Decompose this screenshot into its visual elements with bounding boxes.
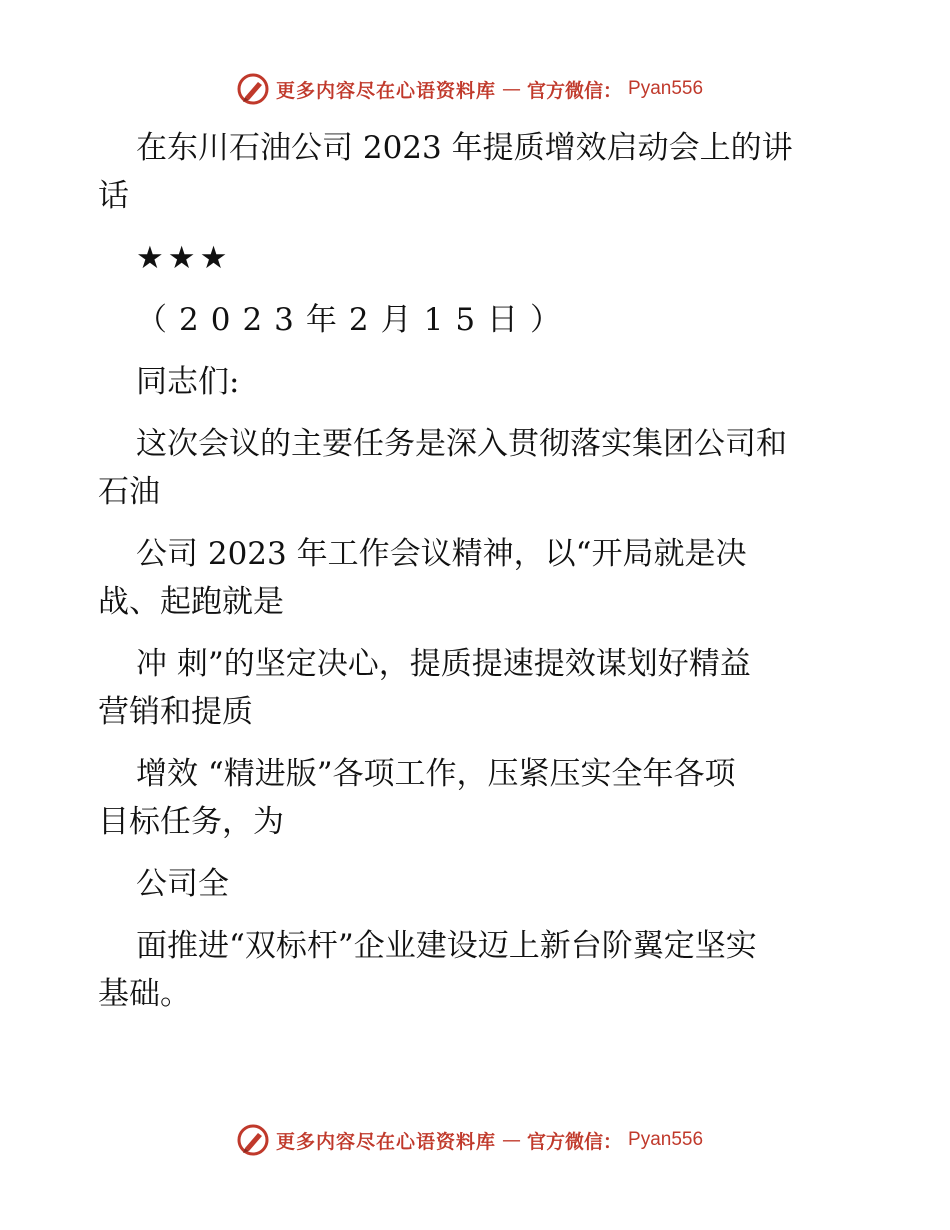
footer-banner (236, 1123, 703, 1157)
title-line-1: 在东川石油公司 2023 年提质增效启动会上的讲 (136, 130, 793, 166)
paragraph-line: 战、起跑就是 (98, 584, 284, 620)
banner-text: 更多内容尽在心语资料库 (276, 79, 497, 102)
paragraph-line: 石油 (98, 474, 160, 510)
paragraph-line: 冲 刺”的坚定决心，提质提速提效谋划好精益 (136, 646, 751, 682)
paragraph-line: 营销和提质 (98, 694, 253, 730)
paragraph-line: 公司全 (136, 866, 229, 902)
paragraph-line: 目标任务，为 (98, 804, 284, 840)
banner-dash: — (502, 1129, 522, 1151)
title-line-2: 话 (98, 178, 129, 214)
wechat-label: 官方微信： (527, 1130, 623, 1153)
banner-dash: — (502, 78, 522, 100)
pen-logo-icon (236, 72, 270, 106)
paragraph-line: 基础。 (98, 976, 191, 1012)
wechat-id: Pyan556 (628, 1129, 704, 1150)
header-banner (236, 72, 703, 106)
paragraph-line: 这次会议的主要任务是深入贯彻落实集团公司和 (136, 426, 787, 462)
banner-text: 更多内容尽在心语资料库 (276, 1130, 497, 1153)
wechat-id: Pyan556 (628, 78, 704, 99)
paragraph-line: 公司 2023 年工作会议精神，以“开局就是决 (136, 536, 747, 572)
stars-decoration: ★★★ (136, 240, 232, 276)
paragraph-line: 面推进“双标杆”企业建设迈上新台阶翼定坚实 (136, 928, 757, 964)
document-body (98, 124, 858, 1018)
greeting: 同志们: (136, 364, 240, 400)
speech-date: （2023年2月15日） (136, 302, 574, 338)
wechat-label: 官方微信： (527, 79, 623, 102)
paragraph-line: 增效 “精进版”各项工作，压紧压实全年各项 (136, 756, 736, 792)
pen-logo-icon (236, 1123, 270, 1157)
